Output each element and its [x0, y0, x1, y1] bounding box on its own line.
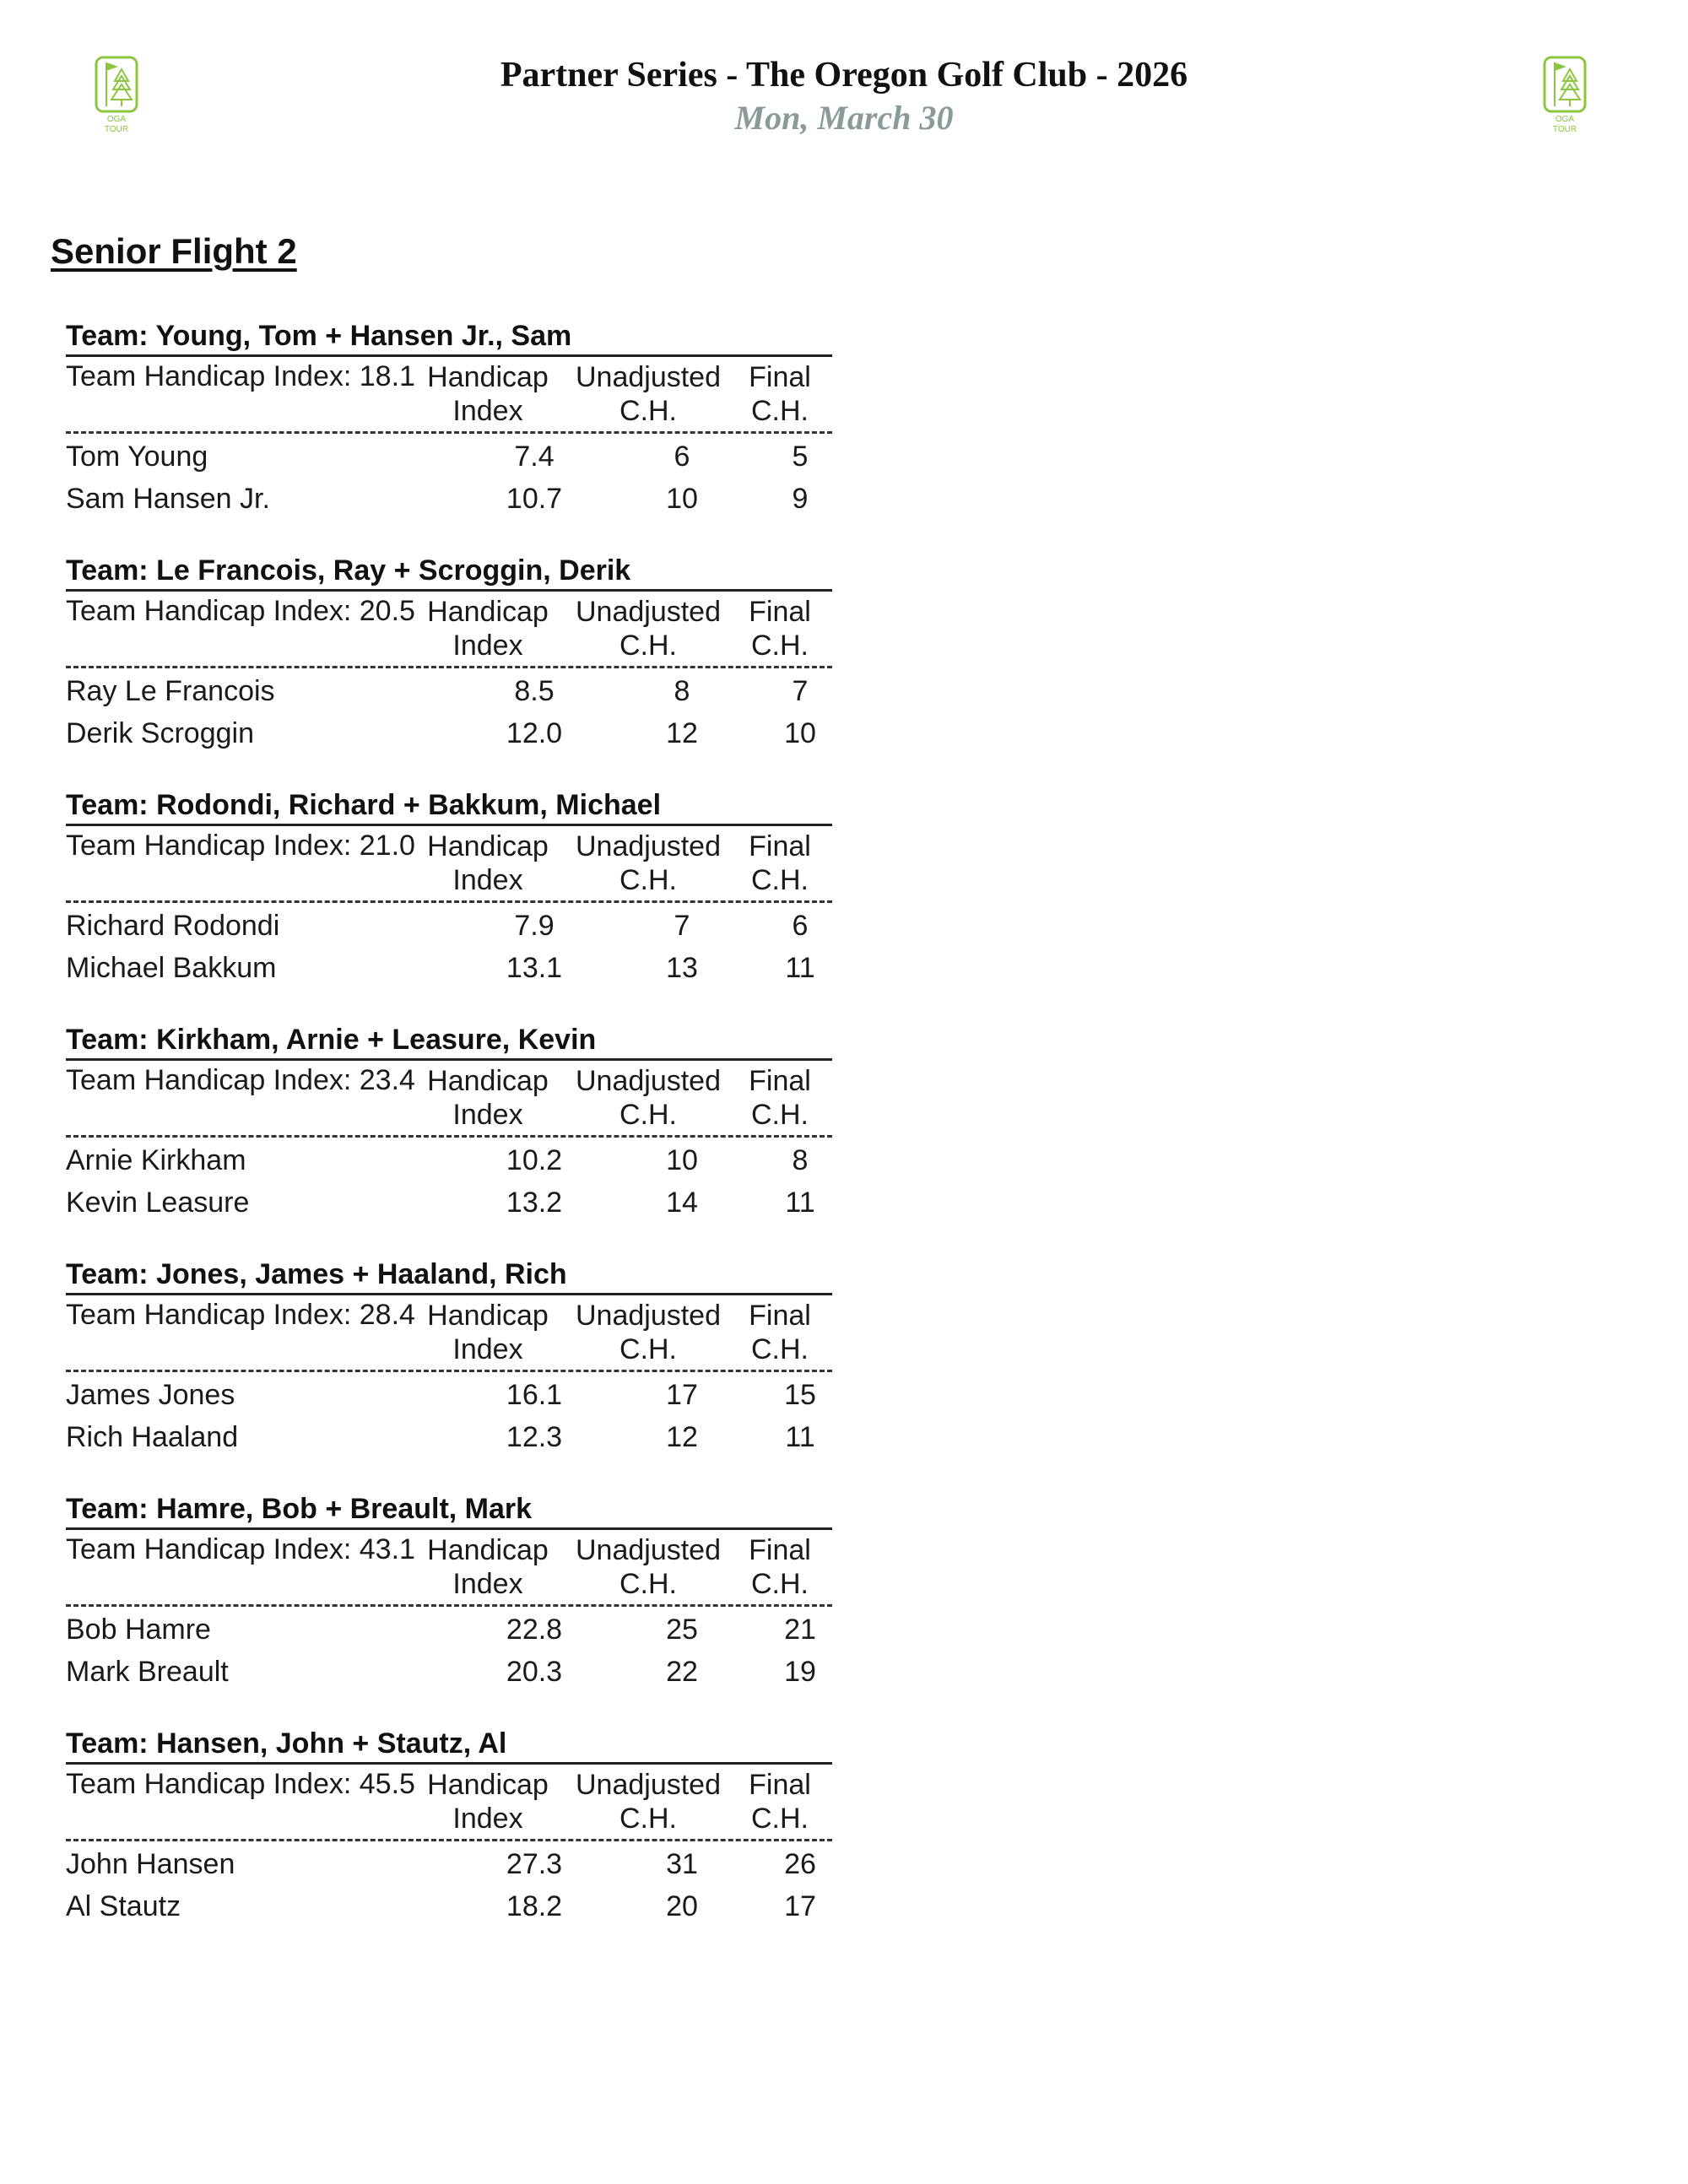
- svg-text:TOUR: TOUR: [1552, 125, 1577, 133]
- col-header-handicap-index: [420, 1064, 555, 1132]
- player-final-ch: 7: [792, 675, 809, 707]
- player-unadjusted-ch: 8: [674, 675, 690, 707]
- player-unadjusted-ch: 13: [666, 952, 698, 984]
- player-handicap-index: 7.9: [514, 910, 555, 942]
- team-header-row: [66, 1765, 832, 1841]
- player-handicap-index: 10.7: [506, 483, 563, 515]
- team-handicap-index: Team Handicap Index: 20.5: [66, 595, 415, 627]
- col-header-final-ch: [729, 595, 830, 662]
- col-header-line: Final: [749, 830, 811, 862]
- team-handicap-index: Team Handicap Index: 18.1: [66, 360, 415, 392]
- player-name: Michael Bakkum: [66, 952, 277, 984]
- player-name: Tom Young: [66, 441, 208, 473]
- col-header-unadjusted-ch: [564, 1768, 733, 1835]
- player-handicap-index: 20.3: [506, 1656, 563, 1688]
- team-name: Team: Young, Tom + Hansen Jr., Sam: [66, 319, 832, 357]
- player-name: Al Stautz: [66, 1890, 181, 1922]
- col-header-line: C.H.: [619, 1333, 677, 1365]
- player-final-ch: 11: [785, 952, 815, 984]
- col-header-unadjusted-ch: [564, 1533, 733, 1601]
- col-header-unadjusted-ch: [564, 1064, 733, 1132]
- player-name: James Jones: [66, 1379, 235, 1411]
- player-name: Richard Rodondi: [66, 910, 280, 942]
- player-unadjusted-ch: 17: [666, 1379, 698, 1411]
- player-row: [66, 1884, 832, 1926]
- col-header-unadjusted-ch: [564, 830, 733, 897]
- col-header-line: Unadjusted: [575, 361, 721, 393]
- player-final-ch: 8: [792, 1144, 809, 1176]
- player-unadjusted-ch: 10: [666, 1144, 698, 1176]
- player-name: Kevin Leasure: [66, 1187, 250, 1219]
- col-header-final-ch: [729, 1064, 830, 1132]
- player-handicap-index: 8.5: [514, 675, 555, 707]
- player-handicap-index: 27.3: [506, 1848, 563, 1880]
- col-header-handicap-index: [420, 830, 555, 897]
- col-header-line: Final: [749, 1769, 811, 1801]
- col-header-final-ch: [729, 360, 830, 428]
- col-header-line: C.H.: [619, 395, 677, 427]
- team-block: [66, 1727, 832, 1961]
- team-header-row: [66, 1061, 832, 1138]
- player-row: [66, 1649, 832, 1691]
- col-header-line: C.H.: [751, 1333, 809, 1365]
- col-header-line: Index: [452, 1803, 523, 1835]
- player-unadjusted-ch: 20: [666, 1890, 698, 1922]
- col-header-line: C.H.: [751, 1803, 809, 1835]
- player-row: [66, 1138, 832, 1180]
- col-header-line: Final: [749, 1065, 811, 1097]
- player-handicap-index: 18.2: [506, 1890, 563, 1922]
- col-header-line: C.H.: [751, 1568, 809, 1600]
- player-row: [66, 1180, 832, 1222]
- col-header-handicap-index: [420, 360, 555, 428]
- player-name: Rich Haaland: [66, 1421, 239, 1453]
- col-header-line: Index: [452, 395, 523, 427]
- svg-text:OGA: OGA: [1555, 115, 1575, 124]
- col-header-final-ch: [729, 1299, 830, 1366]
- col-header-line: Final: [749, 1300, 811, 1332]
- player-row: [66, 1607, 832, 1649]
- oga-tour-logo-icon: [93, 56, 140, 133]
- col-header-line: Unadjusted: [575, 1065, 721, 1097]
- col-header-line: Final: [749, 361, 811, 393]
- player-unadjusted-ch: 25: [666, 1614, 698, 1646]
- col-header-line: C.H.: [751, 395, 809, 427]
- col-header-line: Handicap: [427, 830, 549, 862]
- team-name: Team: Le Francois, Ray + Scroggin, Derik: [66, 554, 832, 592]
- page-date: Mon, March 30: [734, 99, 954, 137]
- player-handicap-index: 12.3: [506, 1421, 563, 1453]
- player-row: [66, 1414, 832, 1457]
- player-final-ch: 19: [784, 1656, 816, 1688]
- col-header-unadjusted-ch: [564, 1299, 733, 1366]
- team-handicap-index: Team Handicap Index: 43.1: [66, 1533, 415, 1565]
- player-unadjusted-ch: 7: [674, 910, 690, 942]
- col-header-line: Handicap: [427, 1300, 549, 1332]
- team-list: [66, 319, 832, 1961]
- col-header-line: Index: [452, 864, 523, 896]
- oga-tour-logo-icon: [1541, 56, 1588, 133]
- player-name: Derik Scroggin: [66, 717, 254, 749]
- player-final-ch: 17: [784, 1890, 816, 1922]
- player-name: Bob Hamre: [66, 1614, 211, 1646]
- player-handicap-index: 16.1: [506, 1379, 563, 1411]
- svg-text:OGA: OGA: [106, 115, 127, 124]
- col-header-line: C.H.: [751, 630, 809, 662]
- player-unadjusted-ch: 10: [666, 483, 698, 515]
- flight-title: Senior Flight 2: [51, 231, 297, 271]
- team-header-row: [66, 357, 832, 434]
- team-block: [66, 554, 832, 788]
- col-header-final-ch: [729, 830, 830, 897]
- player-final-ch: 11: [785, 1187, 815, 1219]
- team-handicap-index: Team Handicap Index: 23.4: [66, 1064, 415, 1096]
- player-name: Mark Breault: [66, 1656, 229, 1688]
- col-header-line: Unadjusted: [575, 1300, 721, 1332]
- player-final-ch: 5: [792, 441, 809, 473]
- player-handicap-index: 7.4: [514, 441, 555, 473]
- page-title: Partner Series - The Oregon Golf Club - 2026: [500, 56, 1188, 95]
- player-handicap-index: 10.2: [506, 1144, 563, 1176]
- player-unadjusted-ch: 22: [666, 1656, 698, 1688]
- col-header-handicap-index: [420, 595, 555, 662]
- player-row: [66, 945, 832, 987]
- col-header-line: Unadjusted: [575, 1769, 721, 1801]
- player-unadjusted-ch: 12: [666, 1421, 698, 1453]
- player-final-ch: 6: [792, 910, 809, 942]
- team-block: [66, 1023, 832, 1257]
- player-unadjusted-ch: 6: [674, 441, 690, 473]
- col-header-unadjusted-ch: [564, 595, 733, 662]
- col-header-line: Final: [749, 596, 811, 628]
- player-handicap-index: 12.0: [506, 717, 563, 749]
- col-header-line: C.H.: [619, 1099, 677, 1131]
- player-row: [66, 476, 832, 518]
- col-header-line: Unadjusted: [575, 596, 721, 628]
- col-header-line: Index: [452, 1568, 523, 1600]
- col-header-line: Handicap: [427, 361, 549, 393]
- player-handicap-index: 13.1: [506, 952, 563, 984]
- col-header-unadjusted-ch: [564, 360, 733, 428]
- col-header-line: Handicap: [427, 1534, 549, 1566]
- svg-text:TOUR: TOUR: [104, 125, 129, 133]
- player-row: [66, 711, 832, 753]
- player-name: Sam Hansen Jr.: [66, 483, 270, 515]
- team-block: [66, 319, 832, 554]
- player-row: [66, 1372, 832, 1414]
- col-header-line: Handicap: [427, 596, 549, 628]
- col-header-handicap-index: [420, 1768, 555, 1835]
- col-header-line: C.H.: [751, 1099, 809, 1131]
- player-final-ch: 9: [792, 483, 809, 515]
- col-header-line: C.H.: [619, 864, 677, 896]
- player-unadjusted-ch: 14: [666, 1187, 698, 1219]
- team-header-row: [66, 592, 832, 668]
- player-name: Arnie Kirkham: [66, 1144, 246, 1176]
- player-row: [66, 668, 832, 711]
- col-header-line: Index: [452, 630, 523, 662]
- team-handicap-index: Team Handicap Index: 45.5: [66, 1768, 415, 1800]
- team-name: Team: Kirkham, Arnie + Leasure, Kevin: [66, 1023, 832, 1061]
- team-name: Team: Rodondi, Richard + Bakkum, Michael: [66, 788, 832, 826]
- team-handicap-index: Team Handicap Index: 28.4: [66, 1299, 415, 1331]
- team-header-row: [66, 1530, 832, 1607]
- col-header-line: Handicap: [427, 1769, 549, 1801]
- col-header-final-ch: [729, 1768, 830, 1835]
- player-row: [66, 1841, 832, 1884]
- col-header-line: C.H.: [619, 1568, 677, 1600]
- player-unadjusted-ch: 12: [666, 717, 698, 749]
- team-block: [66, 1492, 832, 1727]
- player-name: John Hansen: [66, 1848, 235, 1880]
- player-row: [66, 434, 832, 476]
- col-header-line: C.H.: [751, 864, 809, 896]
- col-header-line: Unadjusted: [575, 1534, 721, 1566]
- team-name: Team: Jones, James + Haaland, Rich: [66, 1257, 832, 1295]
- team-header-row: [66, 1295, 832, 1372]
- player-final-ch: 11: [785, 1421, 815, 1453]
- col-header-line: Index: [452, 1333, 523, 1365]
- player-final-ch: 21: [784, 1614, 816, 1646]
- player-row: [66, 903, 832, 945]
- team-name: Team: Hansen, John + Stautz, Al: [66, 1727, 832, 1765]
- team-block: [66, 788, 832, 1023]
- page-header: [0, 52, 1688, 138]
- col-header-handicap-index: [420, 1299, 555, 1366]
- col-header-line: C.H.: [619, 1803, 677, 1835]
- team-name: Team: Hamre, Bob + Breault, Mark: [66, 1492, 832, 1530]
- col-header-line: Handicap: [427, 1065, 549, 1097]
- col-header-line: Final: [749, 1534, 811, 1566]
- player-final-ch: 15: [784, 1379, 816, 1411]
- team-handicap-index: Team Handicap Index: 21.0: [66, 830, 415, 862]
- team-header-row: [66, 826, 832, 903]
- player-final-ch: 26: [784, 1848, 816, 1880]
- col-header-line: Index: [452, 1099, 523, 1131]
- player-final-ch: 10: [784, 717, 816, 749]
- col-header-line: C.H.: [619, 630, 677, 662]
- col-header-final-ch: [729, 1533, 830, 1601]
- player-handicap-index: 13.2: [506, 1187, 563, 1219]
- team-block: [66, 1257, 832, 1492]
- col-header-line: Unadjusted: [575, 830, 721, 862]
- player-name: Ray Le Francois: [66, 675, 275, 707]
- player-unadjusted-ch: 31: [666, 1848, 698, 1880]
- col-header-handicap-index: [420, 1533, 555, 1601]
- player-handicap-index: 22.8: [506, 1614, 563, 1646]
